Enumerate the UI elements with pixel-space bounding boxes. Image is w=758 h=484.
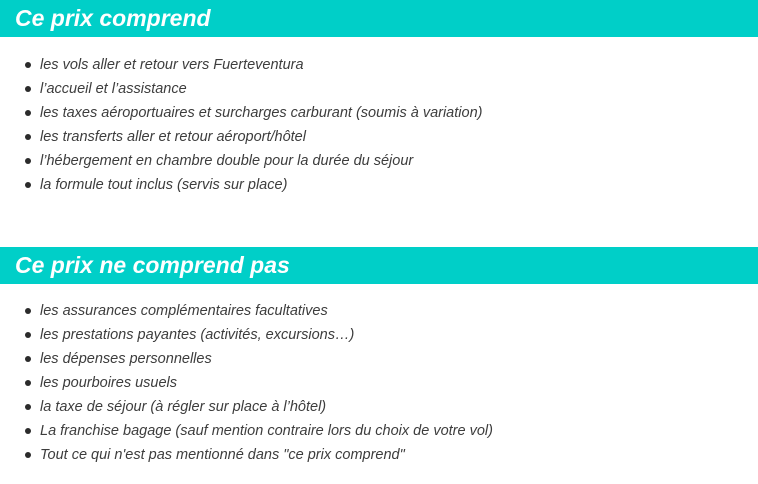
bullet-icon <box>25 332 31 338</box>
list-item-text: l’hébergement en chambre double pour la durée du séjour <box>40 153 414 169</box>
bullet-icon <box>25 308 31 314</box>
list-item <box>0 77 758 101</box>
price-includes-section <box>0 0 758 197</box>
bullet-icon <box>25 404 31 410</box>
price-includes-heading: Ce prix comprend <box>0 0 758 37</box>
bullet-icon <box>25 134 31 140</box>
price-includes-list <box>0 37 758 197</box>
list-item <box>0 347 758 371</box>
bullet-icon <box>25 62 31 68</box>
list-item <box>0 299 758 323</box>
list-item-text: la formule tout inclus (servis sur place) <box>40 177 288 193</box>
list-item-text: les assurances complémentaires facultatives <box>40 303 328 319</box>
list-item <box>0 419 758 443</box>
list-item-text: les taxes aéroportuaires et surcharges carburant (soumis à variation) <box>40 105 483 121</box>
list-item <box>0 173 758 197</box>
list-item <box>0 443 758 467</box>
bullet-icon <box>25 452 31 458</box>
bullet-icon <box>25 356 31 362</box>
list-item <box>0 371 758 395</box>
bullet-icon <box>25 110 31 116</box>
list-item-text: les transferts aller et retour aéroport/hôtel <box>40 129 306 145</box>
list-item-text: les vols aller et retour vers Fuerteventura <box>40 57 304 73</box>
bullet-icon <box>25 428 31 434</box>
bullet-icon <box>25 86 31 92</box>
list-item-text: les prestations payantes (activités, excursions…) <box>40 327 355 343</box>
list-item-text: la taxe de séjour (à régler sur place à l’hôtel) <box>40 399 327 415</box>
list-item <box>0 395 758 419</box>
bullet-icon <box>25 158 31 164</box>
bullet-icon <box>25 182 31 188</box>
list-item <box>0 323 758 347</box>
price-excludes-heading: Ce prix ne comprend pas <box>0 247 758 284</box>
list-item-text: l’accueil et l’assistance <box>40 81 187 97</box>
price-excludes-list <box>0 284 758 467</box>
price-excludes-section <box>0 247 758 467</box>
list-item <box>0 53 758 77</box>
list-item <box>0 125 758 149</box>
list-item-text: La franchise bagage (sauf mention contraire lors du choix de votre vol) <box>40 423 493 439</box>
list-item <box>0 101 758 125</box>
bullet-icon <box>25 380 31 386</box>
list-item <box>0 149 758 173</box>
list-item-text: les pourboires usuels <box>40 375 178 391</box>
list-item-text: les dépenses personnelles <box>40 351 212 367</box>
list-item-text: Tout ce qui n'est pas mentionné dans "ce prix comprend" <box>40 447 405 463</box>
